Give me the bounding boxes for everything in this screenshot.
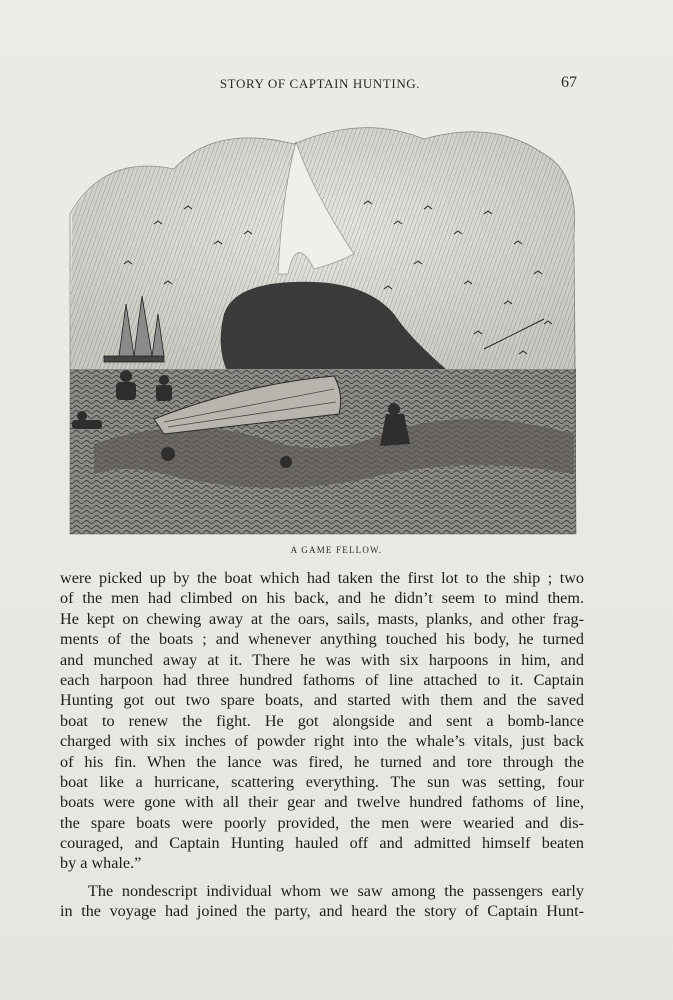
text-line: The nondescript individual whom we saw among the passengers early (88, 881, 584, 900)
text-line: of the men had climbed on his back, and he didn’t seem to mind them. (60, 589, 584, 608)
text-line: boat to renew the fight. He got alongside and sent a bomb-lance (60, 711, 584, 730)
text-line: charged with six inches of powder right into the whale’s vitals, just back (60, 732, 584, 751)
whale-engraving-illustration (64, 114, 580, 540)
text-line: each harpoon had three hundred fathoms of line attached to it. Captain (60, 670, 584, 689)
text-line: and munched away at it. There he was with six harpoons in him, and (60, 650, 584, 669)
text-line: the spare boats were poorly provided, the men were wearied and dis- (60, 813, 584, 832)
text-line: in the voyage had joined the party, and heard the story of Captain Hunt- (60, 902, 584, 921)
running-title: STORY OF CAPTAIN HUNTING. (219, 76, 421, 91)
text-line: Hunting got out two spare boats, and started with them and the saved (60, 691, 584, 710)
illustration-caption: A GAME FELLOW. (290, 545, 383, 555)
text-line: by a whale.” (60, 854, 142, 873)
text-line: ments of the boats ; and whenever anything touched his body, he turned (60, 630, 584, 649)
text-line: boats were gone with all their gear and twelve hundred fathoms of line, (60, 793, 584, 812)
body-text (60, 568, 584, 922)
paragraph-gap (60, 874, 584, 881)
text-line: couraged, and Captain Hunting hauled off and admitted himself beaten (60, 834, 584, 853)
running-head (0, 74, 673, 94)
text-line: were picked up by the boat which had taken the first lot to the ship ; two (60, 569, 584, 587)
text-line: boat like a hurricane, scattering everything. The sun was setting, four (60, 772, 584, 791)
text-line: He kept on chewing away at the oars, sails, masts, planks, and other frag- (60, 609, 584, 628)
text-line: of his fin. When the lance was fired, he turned and tore through the (60, 752, 584, 771)
page-number: 67 (561, 74, 577, 91)
